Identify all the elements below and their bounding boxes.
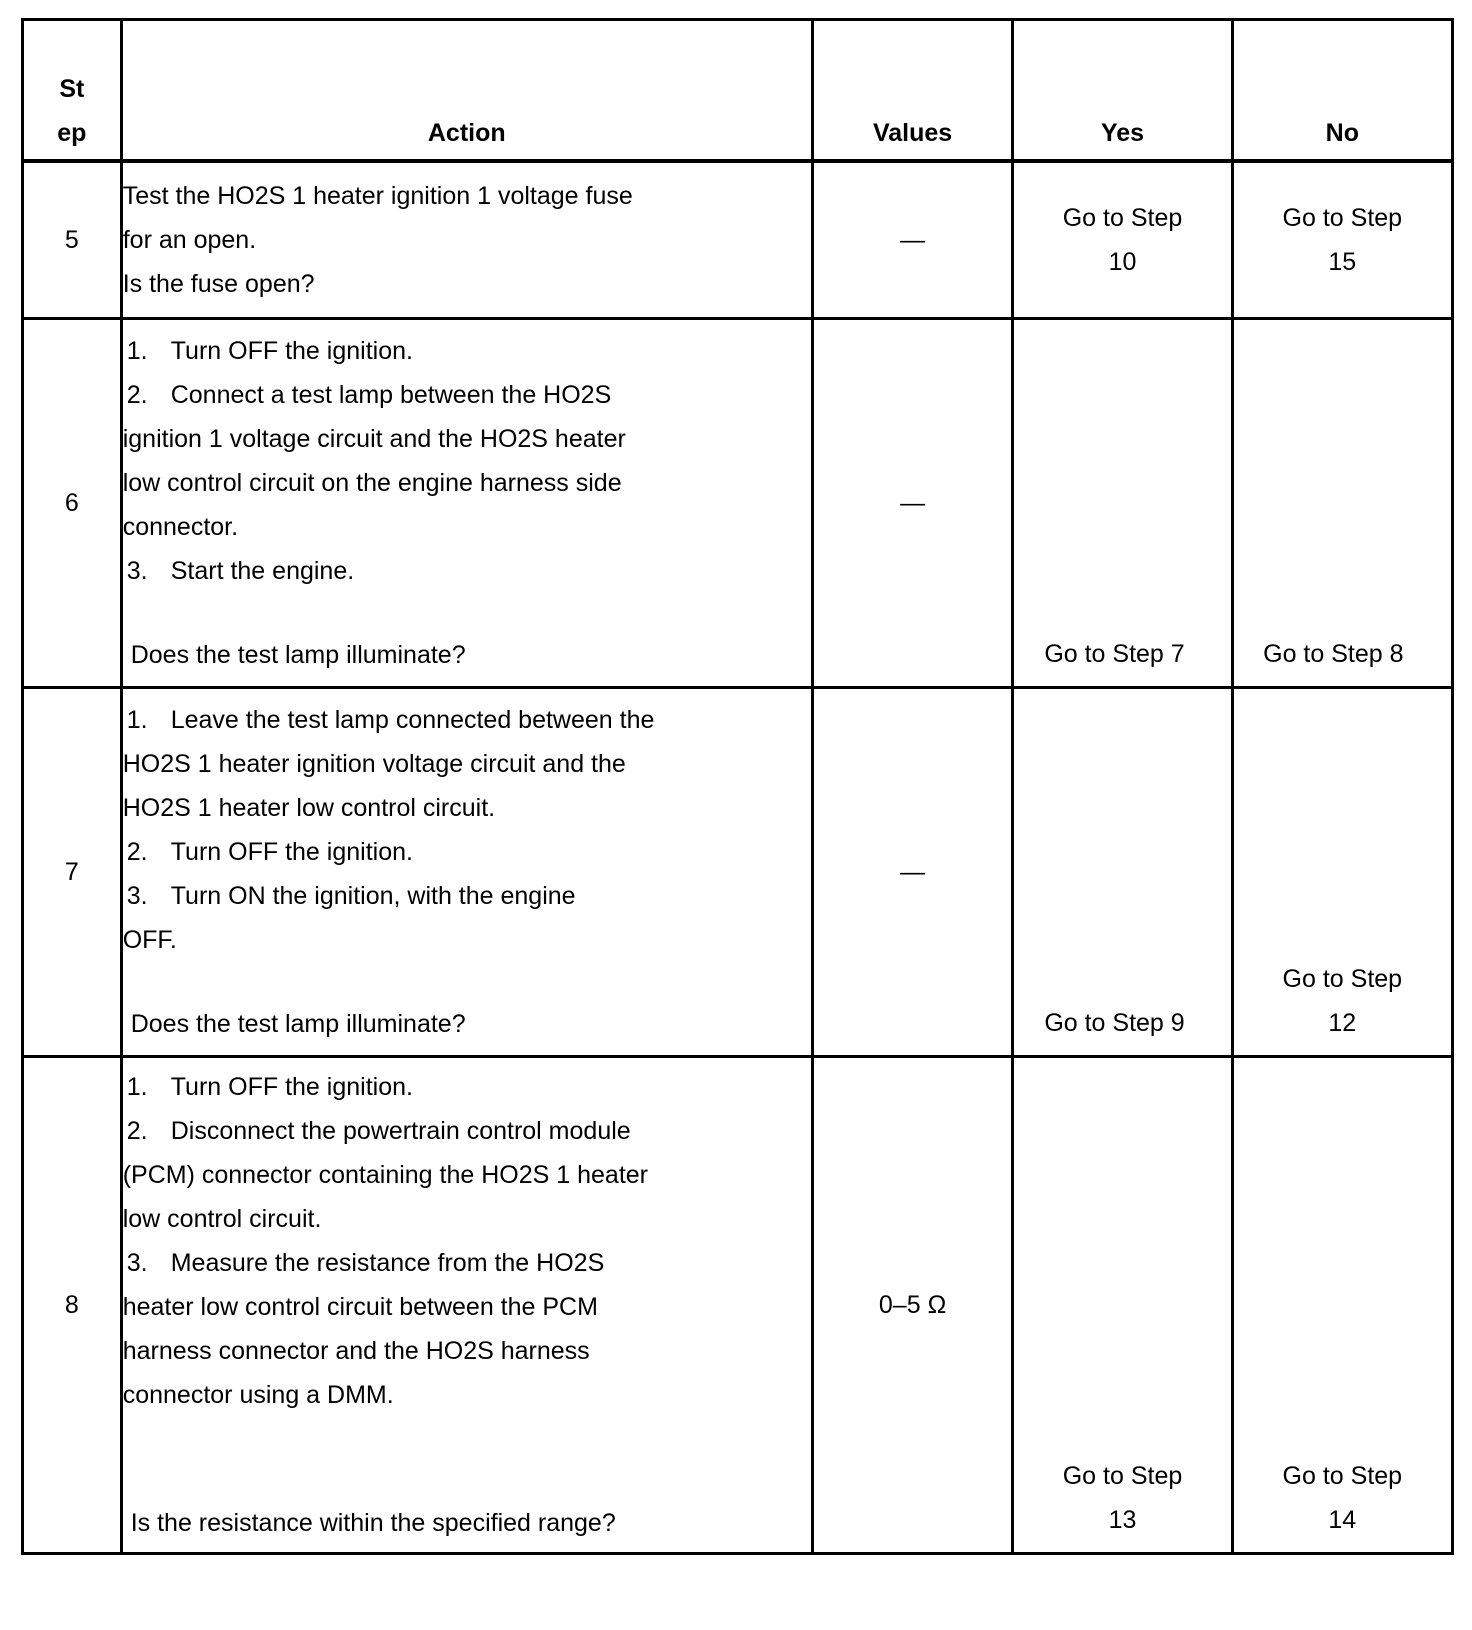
item-text-cont: low control circuit. [122,1205,322,1233]
yes-cell [1013,161,1232,319]
yes-line: 10 [1108,247,1137,276]
header-yes: Yes [1013,20,1232,161]
no-line: Go to Step [1282,965,1403,993]
item-text: Start the engine. [170,557,355,585]
diagnostic-table-sheet [21,18,1454,1555]
no-cell [1232,161,1452,319]
item-text-cont: connector using a DMM. [122,1381,394,1409]
table-row-step-8 [23,1057,1453,1554]
item-number: 3. [126,557,148,585]
no-line: Go to Step [1282,203,1403,232]
step-number: 5 [23,161,122,319]
item-number: 2. [126,838,148,866]
item-text-cont: heater low control circuit between the PCM [122,1293,598,1321]
no-cell [1232,1057,1452,1554]
item-text-cont: HO2S 1 heater ignition voltage circuit and the [122,750,626,778]
action-question: Does the test lamp illuminate? [130,641,466,669]
action-item [123,830,811,874]
item-text: Disconnect the powertrain control module [170,1117,631,1145]
header-step [23,20,122,161]
item-text: Turn OFF the ignition. [170,1073,413,1101]
item-text-cont: low control circuit on the engine harness side [122,469,622,497]
item-text-cont: OFF. [122,926,177,954]
no-line: 12 [1328,1009,1357,1037]
item-text-cont: HO2S 1 heater low control circuit. [122,794,496,822]
yes-cell [1013,319,1232,688]
values-cell: — [812,319,1013,688]
no-line: Go to Step [1282,1462,1403,1490]
action-item [123,373,811,417]
action-item [123,1065,811,1109]
no-cell [1232,688,1452,1057]
step-number: 6 [23,319,122,688]
item-text: Turn OFF the ignition. [170,838,413,866]
action-cell [121,319,812,688]
header-step-line1: St [59,74,85,103]
action-question: Is the fuse open? [122,269,315,298]
no-text: Go to Step 8 [1263,640,1404,668]
item-number: 3. [126,882,148,910]
no-line: 14 [1328,1506,1357,1534]
action-item [123,874,811,918]
item-number: 2. [126,1117,148,1145]
item-text: Turn ON the ignition, with the engine [170,882,576,910]
item-number: 1. [126,1073,148,1101]
yes-line: 13 [1108,1506,1137,1534]
header-values: Values [812,20,1013,161]
action-cell [121,1057,812,1554]
item-number: 2. [126,381,148,409]
item-text-cont: (PCM) connector containing the HO2S 1 heater [122,1161,648,1189]
yes-cell [1013,1057,1232,1554]
item-text: Measure the resistance from the HO2S [170,1249,605,1277]
yes-cell [1013,688,1232,1057]
no-line: 15 [1328,247,1357,276]
yes-text: Go to Step 7 [1044,640,1185,668]
header-step-line2: ep [57,118,87,147]
no-cell [1232,319,1452,688]
item-number: 1. [126,337,148,365]
item-number: 1. [126,706,148,734]
header-row [23,20,1453,161]
action-line: Test the HO2S 1 heater ignition 1 voltage fuse [122,181,633,210]
action-cell [121,688,812,1057]
action-item [123,1109,811,1153]
action-line: for an open. [122,225,257,254]
header-action: Action [121,20,812,161]
item-text: Leave the test lamp connected between the [170,706,655,734]
item-text-cont: harness connector and the HO2S harness [122,1337,590,1365]
action-cell [121,161,812,319]
item-number: 3. [126,1249,148,1277]
step-number: 8 [23,1057,122,1554]
item-text-cont: ignition 1 voltage circuit and the HO2S heater [122,425,626,453]
values-cell: — [812,688,1013,1057]
table-row-step-7 [23,688,1453,1057]
action-question: Is the resistance within the specified range? [130,1509,616,1537]
header-no: No [1232,20,1452,161]
item-text: Turn OFF the ignition. [170,337,413,365]
action-item [123,549,811,593]
action-item [123,329,811,373]
yes-line: Go to Step [1062,203,1183,232]
values-cell: — [812,161,1013,319]
diagnostic-table [21,18,1454,1555]
yes-line: Go to Step [1062,1462,1183,1490]
table-row-step-5 [23,161,1453,319]
item-text: Connect a test lamp between the HO2S [170,381,612,409]
action-item [123,698,811,742]
table-row-step-6 [23,319,1453,688]
values-cell: 0–5 Ω [812,1057,1013,1554]
step-number: 7 [23,688,122,1057]
action-question: Does the test lamp illuminate? [130,1010,466,1038]
action-item [123,1241,811,1285]
yes-text: Go to Step 9 [1044,1009,1185,1037]
item-text-cont: connector. [122,513,239,541]
